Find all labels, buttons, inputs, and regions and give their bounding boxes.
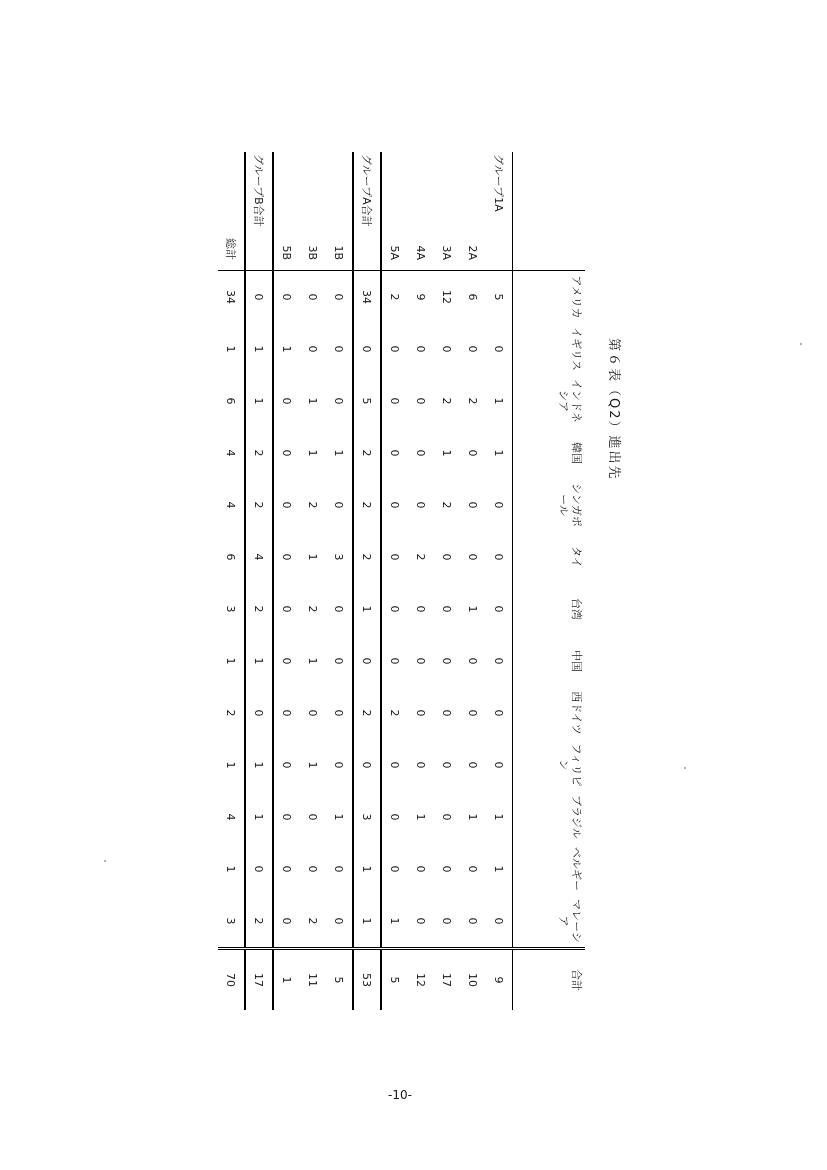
col-header: タイ: [513, 531, 586, 583]
table-row: [273, 152, 300, 1010]
col-header: イギリス: [513, 323, 586, 375]
cell: 0: [414, 917, 428, 925]
cell: 2: [440, 397, 454, 405]
cell: 1: [218, 635, 245, 687]
cell: 1: [440, 449, 454, 457]
row-total: 11: [300, 949, 326, 1011]
row-label: グループB合計: [245, 152, 273, 271]
cell: 0: [466, 761, 480, 769]
cell: 0: [492, 501, 506, 509]
cell: 1: [388, 917, 402, 925]
cell: 0: [388, 813, 402, 821]
row-total: 5: [326, 949, 353, 1011]
cell: 2: [353, 531, 381, 583]
cell: 0: [326, 739, 353, 791]
cell: 0: [326, 583, 353, 635]
cell: 0: [280, 605, 294, 613]
cell: 1: [492, 865, 506, 873]
cell: 0: [414, 761, 428, 769]
cell: 1: [353, 583, 381, 635]
col-header: ベルギー: [513, 843, 586, 895]
cell: 12: [434, 271, 460, 324]
cell: 0: [326, 375, 353, 427]
cell: 0: [280, 501, 294, 509]
cell: 0: [273, 271, 300, 324]
cell: 2: [353, 427, 381, 479]
row-label: 総計: [218, 152, 245, 271]
cell: 0: [280, 449, 294, 457]
cell: 1: [306, 553, 320, 561]
col-header: ブラジル: [513, 791, 586, 843]
cell: 0: [280, 813, 294, 821]
cell: 2: [466, 397, 480, 405]
row-label: 2A: [466, 245, 480, 260]
cell: 4: [245, 531, 273, 583]
cell: 4: [218, 479, 245, 531]
cell: 0: [388, 605, 402, 613]
cell: 0: [440, 865, 454, 873]
cell: 1: [306, 657, 320, 665]
cell: 0: [306, 345, 320, 353]
cell: 0: [388, 865, 402, 873]
cell: 0: [440, 553, 454, 561]
row-label: 5A: [388, 245, 402, 260]
cell: 9: [408, 271, 434, 324]
cell: 6: [218, 531, 245, 583]
cell: 1: [326, 427, 353, 479]
cell: 0: [440, 813, 454, 821]
table-row: [381, 152, 408, 1010]
cell: 1: [414, 813, 428, 821]
col-header: フィリピン: [513, 739, 586, 791]
cell: 3: [353, 791, 381, 843]
cell: 1: [218, 323, 245, 375]
col-header: シンガポール: [513, 479, 586, 531]
cell: 0: [414, 865, 428, 873]
col-header: 韓国: [513, 427, 586, 479]
cell: 34: [218, 271, 245, 324]
destination-table: [218, 152, 585, 1010]
table-row: [326, 152, 353, 1010]
row-total: 5: [381, 949, 408, 1011]
cell: 0: [388, 657, 402, 665]
cell: 0: [245, 843, 273, 895]
cell: 0: [466, 345, 480, 353]
row-label: 4A: [414, 245, 428, 260]
cell: 1: [326, 791, 353, 843]
cell: 5: [486, 271, 513, 324]
cell: 1: [245, 739, 273, 791]
cell: 0: [306, 709, 320, 717]
scan-speck: [104, 860, 106, 862]
cell: 0: [306, 865, 320, 873]
cell: 3: [218, 895, 245, 949]
row-total: 9: [486, 949, 513, 1011]
cell: 0: [440, 761, 454, 769]
cell: 2: [245, 479, 273, 531]
cell: 3: [326, 531, 353, 583]
row-label: グループA合計: [353, 152, 381, 271]
cell: 2: [440, 501, 454, 509]
cell: 0: [326, 895, 353, 949]
cell: 0: [353, 323, 381, 375]
cell: 0: [280, 917, 294, 925]
cell: 0: [326, 843, 353, 895]
cell: 2: [306, 605, 320, 613]
cell: 0: [440, 605, 454, 613]
cell: 0: [326, 479, 353, 531]
rotated-table-container: [176, 152, 621, 1030]
cell: 0: [492, 709, 506, 717]
cell: 1: [245, 323, 273, 375]
cell: 2: [245, 427, 273, 479]
cell: 0: [466, 657, 480, 665]
row-label: 5B: [280, 245, 294, 260]
cell: 0: [492, 917, 506, 925]
cell: 1: [306, 449, 320, 457]
cell: 0: [326, 271, 353, 324]
cell: 1: [245, 375, 273, 427]
cell: 0: [492, 657, 506, 665]
col-header: インドネシア: [513, 375, 586, 427]
cell: 0: [388, 345, 402, 353]
cell: 0: [326, 323, 353, 375]
cell: 0: [306, 813, 320, 821]
table-row: [408, 152, 434, 1010]
cell: 0: [388, 501, 402, 509]
cell: 0: [440, 917, 454, 925]
cell: 1: [306, 397, 320, 405]
cell: 2: [353, 479, 381, 531]
cell: 0: [388, 449, 402, 457]
cell: 0: [466, 449, 480, 457]
cell: 0: [440, 709, 454, 717]
col-header: 中国: [513, 635, 586, 687]
cell: 1: [466, 813, 480, 821]
col-header: 台湾: [513, 583, 586, 635]
cell: 1: [245, 635, 273, 687]
page-number: -10-: [388, 1088, 412, 1102]
cell: 1: [306, 761, 320, 769]
cell: 0: [492, 605, 506, 613]
col-header: マレーシア: [513, 895, 586, 949]
cell: 0: [280, 397, 294, 405]
cell: 0: [414, 605, 428, 613]
cell: 0: [466, 917, 480, 925]
cell: 0: [388, 761, 402, 769]
row-label: グループ1A: [492, 154, 505, 212]
table-row: [300, 152, 326, 1010]
grand-total-row: [218, 152, 245, 1010]
scan-speck: [800, 343, 802, 345]
row-total: 17: [245, 949, 273, 1011]
table-row: [434, 152, 460, 1010]
cell: 0: [492, 761, 506, 769]
col-header: 西ドイツ: [513, 687, 586, 739]
row-label: 3B: [306, 245, 320, 260]
cell: 0: [280, 761, 294, 769]
cell: 0: [466, 709, 480, 717]
row-total: 1: [273, 949, 300, 1011]
cell: 1: [353, 895, 381, 949]
cell: 0: [353, 739, 381, 791]
cell: 1: [218, 739, 245, 791]
cell: 2: [306, 501, 320, 509]
cell: 0: [326, 635, 353, 687]
cell: 0: [414, 657, 428, 665]
cell: 0: [300, 271, 326, 324]
row-label: 3A: [440, 245, 454, 260]
cell: 4: [218, 427, 245, 479]
row-total: 53: [353, 949, 381, 1011]
cell: 0: [492, 553, 506, 561]
cell: 0: [280, 865, 294, 873]
cell: 2: [414, 553, 428, 561]
cell: 0: [388, 553, 402, 561]
table-row: [460, 152, 486, 1010]
cell: 6: [460, 271, 486, 324]
cell: 2: [353, 687, 381, 739]
cell: 4: [218, 791, 245, 843]
cell: 0: [388, 397, 402, 405]
column-header-row: [513, 152, 586, 1010]
col-header: アメリカ: [513, 271, 586, 324]
cell: 0: [466, 501, 480, 509]
cell: 5: [353, 375, 381, 427]
row-label: 1B: [326, 152, 353, 271]
cell: 0: [280, 709, 294, 717]
row-total: 70: [218, 949, 245, 1011]
cell: 2: [306, 917, 320, 925]
cell: 2: [388, 709, 402, 717]
cell: 0: [440, 345, 454, 353]
cell: 0: [245, 687, 273, 739]
cell: 0: [245, 271, 273, 324]
table-caption: 第６表（Q2）進出先: [606, 338, 621, 481]
cell: 2: [218, 687, 245, 739]
cell: 0: [414, 709, 428, 717]
cell: 0: [466, 865, 480, 873]
cell: 6: [218, 375, 245, 427]
cell: 0: [326, 687, 353, 739]
cell: 0: [414, 397, 428, 405]
cell: 1: [492, 449, 506, 457]
table-row: [486, 152, 513, 1010]
cell: 1: [466, 605, 480, 613]
subtotal-row: [245, 152, 273, 1010]
corner-cell: [513, 152, 586, 271]
cell: 0: [414, 449, 428, 457]
cell: 3: [218, 583, 245, 635]
cell: 0: [466, 553, 480, 561]
cell: 1: [280, 345, 294, 353]
cell: 2: [245, 583, 273, 635]
cell: 1: [245, 791, 273, 843]
row-total: 10: [460, 949, 486, 1011]
cell: 0: [440, 657, 454, 665]
cell: 0: [280, 553, 294, 561]
cell: 1: [492, 397, 506, 405]
row-total: 17: [434, 949, 460, 1011]
col-header-total: 合計: [513, 949, 586, 1011]
cell: 2: [381, 271, 408, 324]
cell: 1: [353, 843, 381, 895]
cell: 0: [280, 657, 294, 665]
cell: 2: [245, 895, 273, 949]
cell: 0: [492, 345, 506, 353]
scan-speck: [684, 767, 686, 769]
cell: 0: [353, 635, 381, 687]
cell: 0: [414, 501, 428, 509]
cell: 1: [492, 813, 506, 821]
row-total: 12: [408, 949, 434, 1011]
cell: 34: [353, 271, 381, 324]
cell: 0: [414, 345, 428, 353]
subtotal-row: [353, 152, 381, 1010]
cell: 1: [218, 843, 245, 895]
